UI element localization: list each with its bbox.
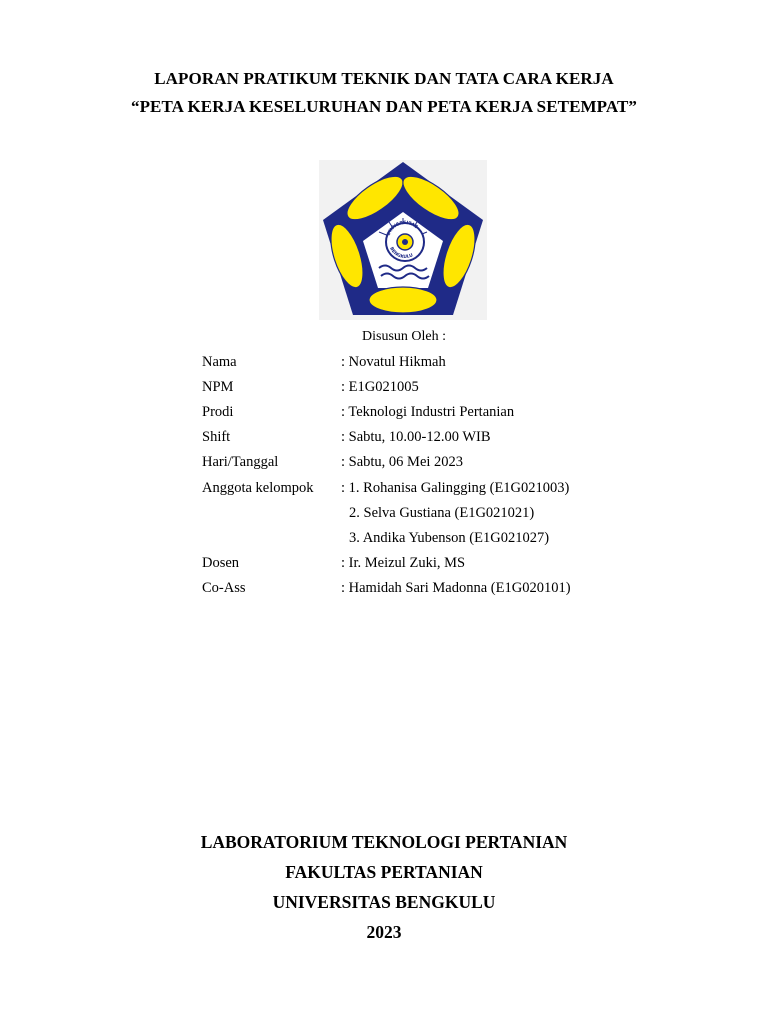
member-name: 2. Selva Gustiana (E1G021021) <box>349 505 535 521</box>
field-row <box>0 429 768 449</box>
lab-name: LABORATORIUM TEKNOLOGI PERTANIAN <box>200 832 568 852</box>
report-subtitle: “PETA KERJA KESELURUHAN DAN PETA KERJA SETEMPAT” <box>130 97 638 116</box>
field-label: NPM <box>202 379 234 395</box>
field-label: Shift <box>202 429 231 445</box>
member-name: 3. Andika Yubenson (E1G021027) <box>349 530 550 546</box>
report-title: LAPORAN PRATIKUM TEKNIK DAN TATA CARA KERJA <box>154 69 614 88</box>
field-label: Co-Ass <box>202 580 246 596</box>
logo-text-bottom: BENGKULU <box>388 246 414 261</box>
field-row <box>0 354 768 374</box>
logo-text-top: UNIVERSITAS <box>386 220 419 237</box>
field-label: Hari/Tanggal <box>202 454 279 470</box>
field-value: : Sabtu, 06 Mei 2023 <box>341 454 464 470</box>
field-value: : E1G021005 <box>341 379 419 395</box>
field-value: : Sabtu, 10.00-12.00 WIB <box>341 429 491 445</box>
field-label: Prodi <box>202 404 234 420</box>
field-label: Nama <box>202 354 237 370</box>
field-row <box>0 580 768 600</box>
field-row <box>0 555 768 575</box>
report-year: 2023 <box>366 922 402 942</box>
field-value: : Novatul Hikmah <box>341 354 446 370</box>
field-label: Anggota kelompok <box>202 480 314 496</box>
field-row <box>0 480 768 500</box>
prepared-by-label: Disusun Oleh : <box>362 329 446 344</box>
faculty-name: FAKULTAS PERTANIAN <box>285 862 483 882</box>
university-name: UNIVERSITAS BENGKULU <box>272 892 496 912</box>
member-row <box>0 530 768 550</box>
member-row <box>0 505 768 525</box>
field-row <box>0 454 768 474</box>
field-row <box>0 379 768 399</box>
field-label: Dosen <box>202 555 240 571</box>
field-value: : Teknologi Industri Pertanian <box>341 404 515 420</box>
field-value: : Hamidah Sari Madonna (E1G020101) <box>341 580 571 596</box>
logo-emblem-icon <box>319 160 487 320</box>
field-value: : Ir. Meizul Zuki, MS <box>341 555 466 571</box>
field-value: : 1. Rohanisa Galingging (E1G021003) <box>341 480 570 496</box>
field-row <box>0 404 768 424</box>
university-bengkulu-logo <box>319 160 487 320</box>
